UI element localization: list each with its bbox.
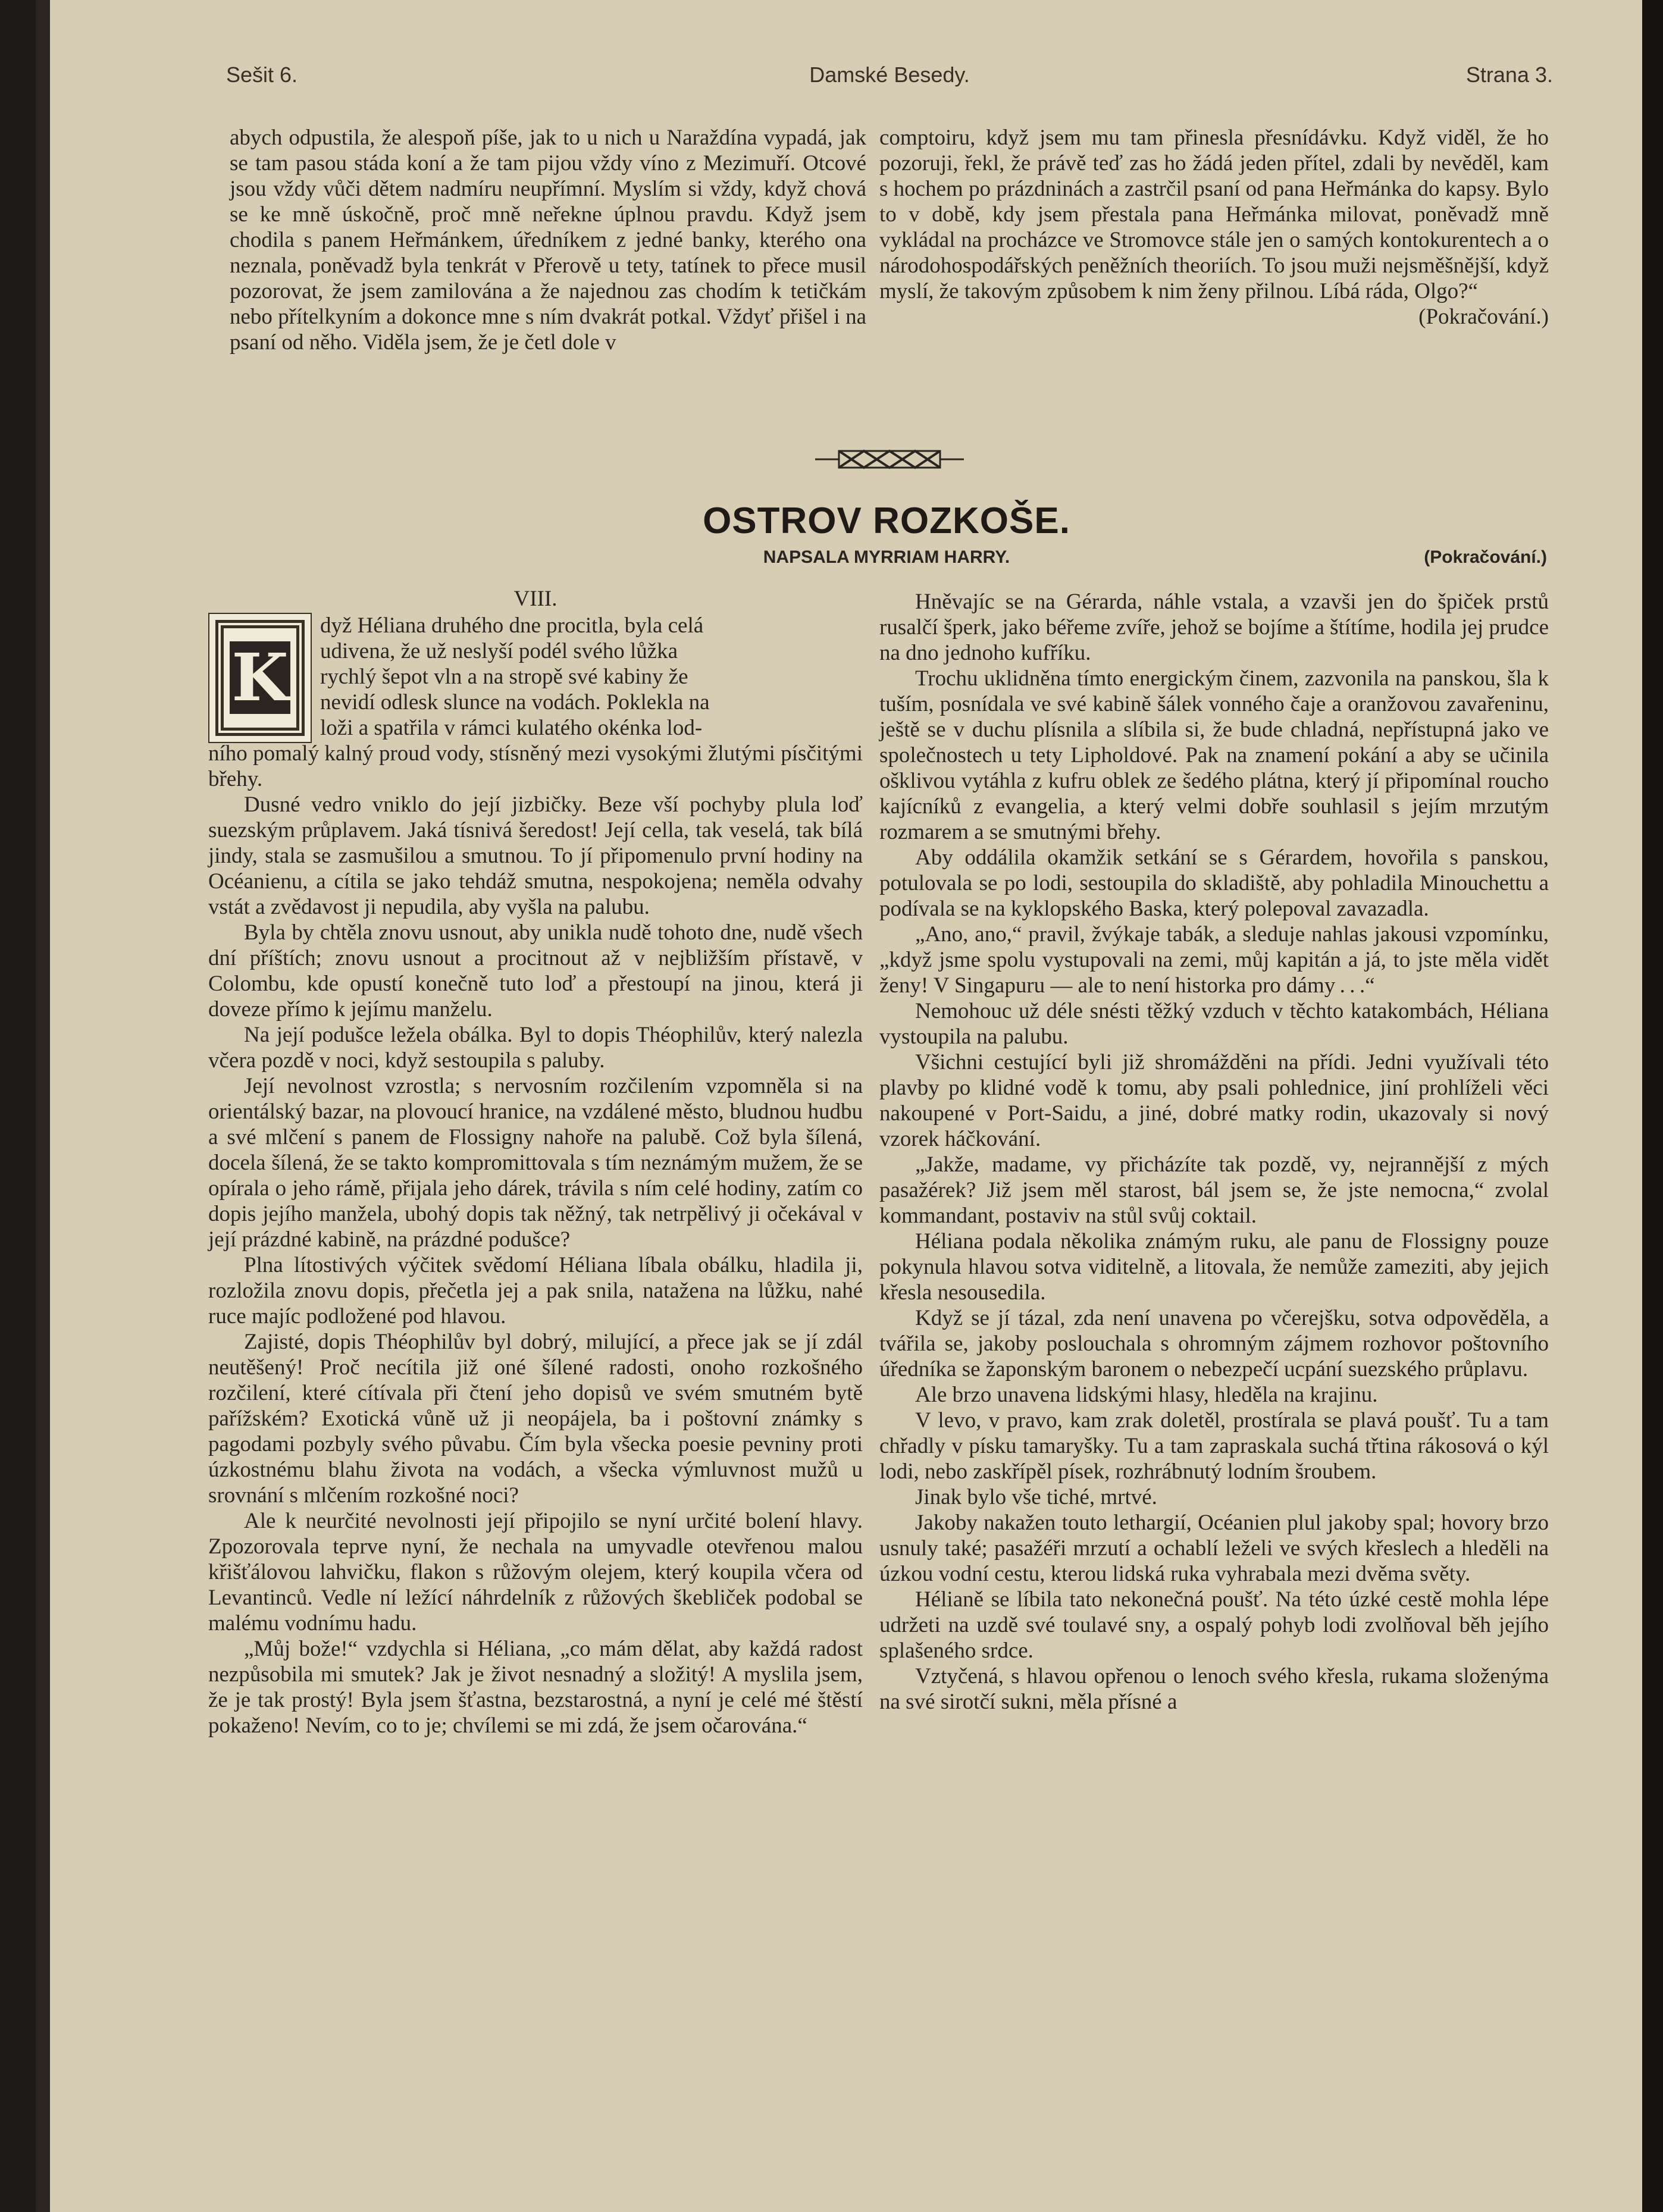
text-line: dyž Héliana druhého dne procitla, byla celá: [320, 613, 704, 638]
paragraph: Hélianě se líbila tato nekonečná poušť. Na této úzké cestě mohla lépe udržeti na uzdě své toulavé sny, a ospalý pohyb lodi zvolňoval běh jejího splašeného srdce.: [879, 1587, 1549, 1663]
paragraph: ního pomalý kalný proud vody, stísněný mezi vysokými žlutými písčitými břehy.: [208, 741, 863, 791]
ornament-divider-icon: [815, 447, 964, 471]
page-spine: [36, 0, 50, 2212]
drop-cap-letter: K: [230, 641, 290, 714]
paragraph: Vztyčená, s hlavou opřenou o lenoch svého křesla, rukama složenýma na své sirotčí sukni, měla přísné a: [879, 1664, 1549, 1714]
chapter-number: VIII.: [513, 587, 558, 611]
drop-cap: [208, 613, 312, 743]
text-line: nevidí odlesk slunce na vodách. Poklekla na: [320, 690, 710, 715]
text-line: rychlý šepot vln a na stropě své kabiny že: [320, 665, 688, 689]
page-number: Strana 3.: [1465, 62, 1553, 87]
paragraph: Héliana podala několika známým ruku, ale panu de Flossigny pouze pokynula hlavou sotva viditelně, a litovala, že nemůže zameziti, aby jejich křesla nesousedila.: [879, 1229, 1549, 1305]
paragraph: Ale brzo unavena lidskými hlasy, hleděla na krajinu.: [915, 1383, 1378, 1407]
magazine-page: [36, 0, 1663, 2212]
paragraph: V levo, v pravo, kam zrak doletěl, prostírala se plavá poušť. Tu a tam chřadly v písku tamaryšky. Tu a tam zapraskala suchá třtina rákosová o kýl lodi, nebo zaskřípěl písek, rozhrábnutý lodním šroubem.: [879, 1408, 1549, 1484]
paragraph: Aby oddálila okamžik setkání se s Gérardem, hovořila s panskou, potulovala se po lodi, sestoupila do skladiště, aby pohladila Minouchettu a podívala se na kyklopského Baska, který polepoval zavazadla.: [879, 845, 1549, 921]
paragraph: Byla by chtěla znovu usnout, aby unikla nudě tohoto dne, nudě všech dní příštích; znovu usnout a procitnout až v nejbližším přístavě, v Colombu, kde opustí konečně tuto loď a přestoupí na jinou, která ji doveze přímo k jejímu manželu.: [208, 920, 863, 1022]
continued-note: (Pokračování.): [1418, 305, 1549, 329]
paragraph: Dusné vedro vniklo do její jizbičky. Beze vší pochyby plula loď suezským průplavem. Jaká tísnivá šeredost! Její cella, tak veselá, tak bílá jindy, stala se zasmušilou a smutnou. To jí připomenulo první hodiny na Océanienu, a cítila se jako tehdáž smutna, nespokojena; neměla odvahy vstát a zvědavost ji nepudila, aby vyšla na palubu.: [208, 792, 863, 919]
continued-label: (Pokračování.): [1424, 547, 1547, 567]
page-edge: [1642, 0, 1663, 2212]
paragraph: comptoiru, když jsem mu tam přinesla přesnídávku. Když viděl, že ho pozoruji, řekl, že právě teď zas ho žádá jeden přítel, zdali by nevěděl, kam s hochem po prázdninách a zastrčil psaní od pana Heřmánka do kapsy. Bylo to v době, kdy jsem přestala pana Heřmánka milovat, poněvadž mně vykládal na procházce ve Stromovce stále jen o samých kontokurentech a o národohospodářských peněžních theoriích. To jsou muži nejsměšnější, když myslí, že takovým způsobem k nim ženy přilnou. Líbá ráda, Olgo?“: [879, 126, 1549, 303]
paragraph: Ale k neurčité nevolnosti její připojilo se nyní určité bolení hlavy. Zpozorovala teprve nyní, že nechala na umyvadle otevřenou malou křišťálovou lahvičku, flakon s růžovým olejem, který koupila včera od Levantinců. Vedle ní ležící náhrdelník z růžových škebliček podobal se malému vodnímu hadu.: [208, 1509, 863, 1635]
running-header: [226, 62, 1553, 98]
paragraph: Když se jí tázal, zda není unavena po včerejšku, sotva odpověděla, a tvářila se, jakoby poslouchala s ohromným zájmem rozhovor poštovního úředníka se žaponským baronem o nebezpečí ucpání suezského průplavu.: [879, 1306, 1549, 1381]
paragraph: Na její podušce ležela obálka. Byl to dopis Théophilův, který nalezla včera pozdě v noci, když sestoupila s paluby.: [208, 1023, 863, 1073]
article-left-column: [208, 741, 863, 1738]
article-title: OSTROV ROZKOŠE.: [703, 500, 1070, 541]
text-line: loži a spatřila v rámci kulatého okénka lod-: [320, 716, 703, 740]
paragraph: „Můj bože!“ vzdychla si Héliana, „co mám dělat, aby každá radost nezpůsobila mi smutek? Jak je život nesnadný a složitý! A myslila jsem, že je tak prostý! Byla jsem šťastna, bezstarostná, a nyní je celé mé štěstí pokaženo! Nevím, co to je; chvílemi se mi zdá, že jsem očarována.“: [208, 1637, 863, 1738]
magazine-name: Damské Besedy.: [809, 62, 970, 87]
paragraph: Zajisté, dopis Théophilův byl dobrý, milující, a přece jak se jí zdál neutěšený! Proč necítila již oné šílené radosti, onoho rozkošného rozčilení, které cítívala při čtení jeho dopisů ve svém smutném bytě pařížském? Exotická vůně už ji neopájela, ba i poštovní známky s pagodami pozbyly svého půvabu. Čím byla všecka poesie pevniny proti úzkostnému blahu života na vodách, a všecka výmluvnost mužů u srovnání s mlčením rozkošné noci?: [208, 1330, 863, 1508]
prev-story-right-column: [879, 125, 1549, 330]
issue-label: Sešit 6.: [226, 62, 298, 87]
paragraph: Hněvajíc se na Gérarda, náhle vstala, a vzavši jen do špiček prstů rusalčí šperk, jako béřeme zvíře, jehož se bojíme a štítíme, hodila jej prudce na dno jednoho kufříku.: [879, 590, 1549, 665]
paragraph: Trochu uklidněna tímto energickým činem, zazvonila na panskou, šla k tuším, posnídala ve své kabině šálek vonného čaje a oranžovou zavařeninu, ještě se v duchu plísnila a slíbila si, že bude chladná, nepřístupná jako ve společnostech u tety Lipholdové. Pak na znamení pokání a aby se učinila ošklivou vytáhla z kufru oblek ze šedého plátna, který jí připomínal roucho kajícníků z evangelia, a který velmi dobře souhlasil s jejím mrzutým rozmarem a se smutnými břehy.: [879, 666, 1549, 844]
article-right-column: [879, 589, 1549, 1715]
paragraph: Plna lítostivých výčitek svědomí Héliana líbala obálku, hladila ji, rozložila znovu dopis, přečetla jej a pak snila, natažena na lůžku, nahé ruce majíc podložené pod hlavou.: [208, 1253, 863, 1329]
paragraph: abych odpustila, že alespoň píše, jak to u nich u Naraždína vypadá, jak se tam pasou stáda koní a že tam pijou vždy víno z Mezimuří. Otcové jsou vždy vůči dětem nadmíru neupřímní. Myslím si vždy, když chová se ke mně úskočně, proč mně neřekne úplnou pravdu. Když jsem chodila s panem Heřmánkem, úředníkem z jedné banky, kterého ona neznala, poněvadž byla tenkrát v Přerově u tety, tatínek to přece musil pozorovat, že jsem zamilována a že najednou zas chodím k tetičkám nebo přítelkyním a dokonce mne s ním dvakrát potkal. Vždyť přišel i na psaní od něho. Viděla jsem, že je četl dole v: [230, 126, 866, 355]
text-line: udivena, že už neslyší podél svého lůžka: [320, 639, 678, 663]
paragraph: „Ano, ano,“ pravil, žvýkaje tabák, a sleduje nahlas jakousi vzpomínku, „když jsme spolu vystupovali na zemi, můj kapitán a já, to jste měla vidět ženy! V Singapuru — ale to není historka pro dámy . . .“: [879, 922, 1549, 998]
paragraph: Její nevolnost vzrostla; s nervosním rozčilením vzpomněla si na orientálský bazar, na plovoucí hranice, na vzdálené město, bludnou hudbu a své mlčení s panem de Flossigny nahoře na palubě. Což byla šílená, docela šílená, že se takto kompromittovala s tím neznámým mužem, že se opírala o jeho rámě, přijala jeho dárek, trávila s ním celé hodiny, zatím co dopis jejího manžela, ubohý dopis tak něžný, tak netrpělivý ji očekával v její prázdné kabině, na prázdné podušce?: [208, 1074, 863, 1252]
paragraph: Jakoby nakažen touto lethargií, Océanien plul jakoby spal; hovory brzo usnuly také; pasažéři mrzutí a ochablí leželi ve svých křeslech a hleděli na úzkou vodní cestu, kterou lidská ruka vyhrabala mezi dvěma světy.: [879, 1511, 1549, 1586]
paragraph: Jinak bylo vše tiché, mrtvé.: [915, 1485, 1157, 1509]
paragraph: Nemohouc už déle snésti těžký vzduch v těchto katakombách, Héliana vystoupila na palubu.: [879, 999, 1549, 1049]
prev-story-left-column: [230, 125, 866, 355]
article-author: NAPSALA MYRRIAM HARRY.: [763, 547, 1010, 567]
paragraph: „Jakže, madame, vy přicházíte tak pozdě, vy, nejrannější z mých pasažérek? Již jsem měl starost, bál jsem se, že jste nemocna,“ zvolal kommandant, postaviv na stůl svůj coktail.: [879, 1152, 1549, 1228]
article-first-lines: [320, 613, 863, 741]
paragraph: Všichni cestující byli již shromážděni na přídi. Jedni využívali této plavby po klidné vodě k tomu, aby psali pohlednice, jiní prohlíželi věci nakoupené v Port-Saidu, a jiné, dobré matky rodin, ukazovaly si nový vzorek háčkování.: [879, 1050, 1549, 1151]
